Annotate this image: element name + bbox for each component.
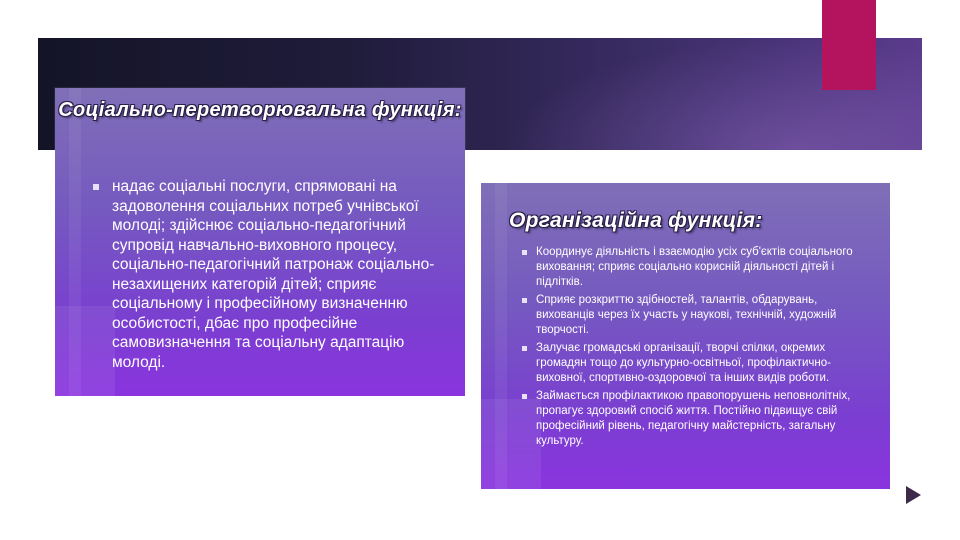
organizational-function-list (522, 245, 878, 452)
list-item (522, 245, 878, 290)
triangle-arrow-icon[interactable] (906, 486, 921, 504)
social-function-title: Соціально-перетворювальна функція: (58, 99, 462, 121)
square-bullet-icon (522, 250, 527, 255)
list-item-text: Залучає громадські організації, творчі спілки, окремих громадян тощо до культурно-освітньої, профілактично-виховної, спортивно-оздоровчої та інших видів роботи. (536, 342, 831, 384)
list-item-text: надає соціальні послуги, спрямовані на задоволення соціальних потреб учнівської молоді; здійснює соціально-педагогічний супровід навчально-виховного процесу, соціально-педагогічний патронаж соціально-незахищених категорій дітей; сприяє соціальному і професійному визначенню особистості, дбає про професійне самовизначення та соціальну адаптацію молоді. (112, 178, 435, 371)
square-bullet-icon (93, 184, 99, 190)
square-bullet-icon (522, 346, 527, 351)
list-item (522, 341, 878, 386)
list-item-text: Сприяє розкриттю здібностей, талантів, обдарувань, вихованців через їх участь у наукові, технічній, художній творчості. (536, 294, 837, 336)
list-item (522, 389, 878, 449)
list-item (93, 177, 451, 372)
accent-block (822, 0, 876, 90)
list-item (522, 293, 878, 338)
social-function-list (93, 177, 451, 372)
square-bullet-icon (522, 394, 527, 399)
square-bullet-icon (522, 298, 527, 303)
list-item-text: Координує діяльність і взаємодію усіх суб'єктів соціального виховання; сприяє соціально корисній діяльності дітей і підлітків. (536, 246, 853, 288)
social-function-panel (55, 88, 465, 396)
list-item-text: Займається профілактикою правопорушень неповнолітніх, пропагує здоровий спосіб життя. Постійно підвищує свій професійний рівень, педагогічну майстерність, загальну культуру. (536, 390, 851, 447)
organizational-function-title: Організаційна функція: (509, 209, 763, 232)
organizational-function-panel (481, 183, 890, 489)
